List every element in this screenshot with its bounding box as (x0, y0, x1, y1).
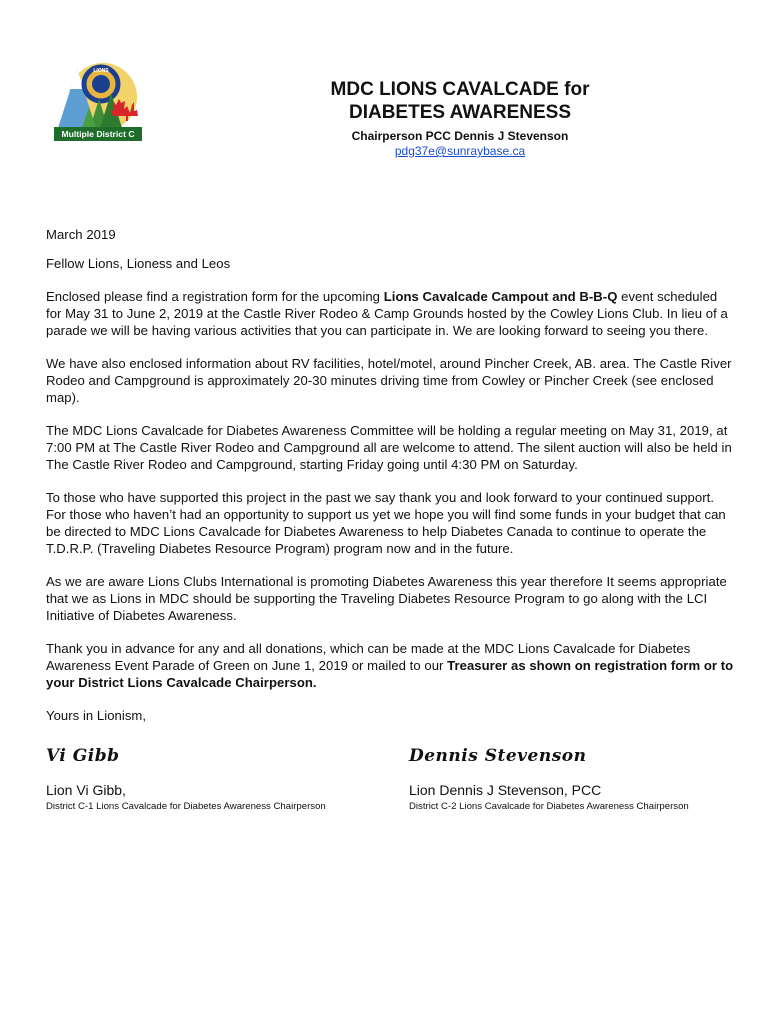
closing: Yours in Lionism, (46, 708, 147, 723)
signature-vi-gibb: Vi Gibb (46, 746, 120, 766)
title-line-2: DIABETES AWARENESS (348, 102, 572, 123)
letter-date: March 2019 (46, 227, 116, 242)
letterhead (250, 78, 670, 158)
paragraph-6-bold: Treasurer as shown on registration form or to your District Lions Cavalcade Chairperson. (46, 658, 734, 690)
paragraph-6-text: Thank you in advance for any and all donations, which can be made at the MDC Lions Cavalcade for Diabetes Awareness Event Parade of Green on June 1, 2019 or mailed to our (46, 641, 691, 673)
title-line-1: MDC LIONS CAVALCADE for (330, 79, 590, 100)
signature-dennis-stevenson: Dennis Stevenson (409, 746, 587, 766)
paragraph-5: As we are aware Lions Clubs International is promoting Diabetes Awareness this year therefore It seems appropriate that we as Lions in MDC should be supporting the Traveling Diabetes Resource Program to go along with the LCI Initiative of Diabetes Awareness. (46, 574, 727, 623)
paragraph-1 (46, 288, 734, 339)
paragraph-3: The MDC Lions Cavalcade for Diabetes Awareness Committee will be holding a regular meeting on May 31, 2019, at 7:00 PM at The Castle River Rodeo and Campground all are welcome to attend. The silent auction will also be held in The Castle River Rodeo and Campground, starting Friday going until 4:30 PM on Saturday. (46, 423, 732, 472)
paragraph-2: We have also enclosed information about RV facilities, hotel/motel, around Pincher Creek, AB. area. The Castle River Rodeo and Campground is approximately 20-30 minutes driving time from Cowley or Pincher Creek (see enclosed map). (46, 356, 732, 405)
signer-name-1: Lion Vi Gibb, (46, 782, 126, 798)
paragraph-4: To those who have supported this project in the past we say thank you and look forward to your continued support. For those who haven’t had an opportunity to support us yet we hope you will find some funds in your budget that can be directed to MDC Lions Cavalcade for Diabetes Awareness to help Diabetes Canada to continue to operate the T.D.R.P. (Traveling Diabetes Resource Program) program now and in the future. (46, 490, 726, 556)
paragraph-1-text-a: Enclosed please find a registration form for the upcoming (46, 289, 384, 304)
lions-logo-graphic (53, 61, 146, 144)
letter-body (46, 226, 734, 740)
signer-name-2: Lion Dennis J Stevenson, PCC (409, 782, 602, 798)
signer-title-2: District C-2 Lions Cavalcade for Diabetes Awareness Chairperson (409, 801, 689, 812)
paragraph-6 (46, 640, 734, 691)
lions-logo (53, 61, 146, 144)
chairperson: Chairperson PCC Dennis J Stevenson (351, 129, 569, 143)
signer-title-1: District C-1 Lions Cavalcade for Diabetes Awareness Chairperson (46, 801, 326, 812)
email-link[interactable]: pdg37e@sunraybase.ca (394, 144, 526, 158)
paragraph-1-bold: Lions Cavalcade Campout and B-B-Q (383, 289, 618, 304)
paragraph-1-text-b: event scheduled for May 31 to June 2, 2019 at the Castle River Rodeo & Camp Grounds hosted by the Cowley Lions Club. In lieu of a parade we will be having various activities that you can participate in. We are looking forward to seeing you there. (46, 289, 728, 338)
salutation: Fellow Lions, Lioness and Leos (46, 256, 231, 271)
logo-ring-text: LIONS (93, 68, 109, 74)
logo-banner-text: Multiple District C (61, 129, 135, 139)
